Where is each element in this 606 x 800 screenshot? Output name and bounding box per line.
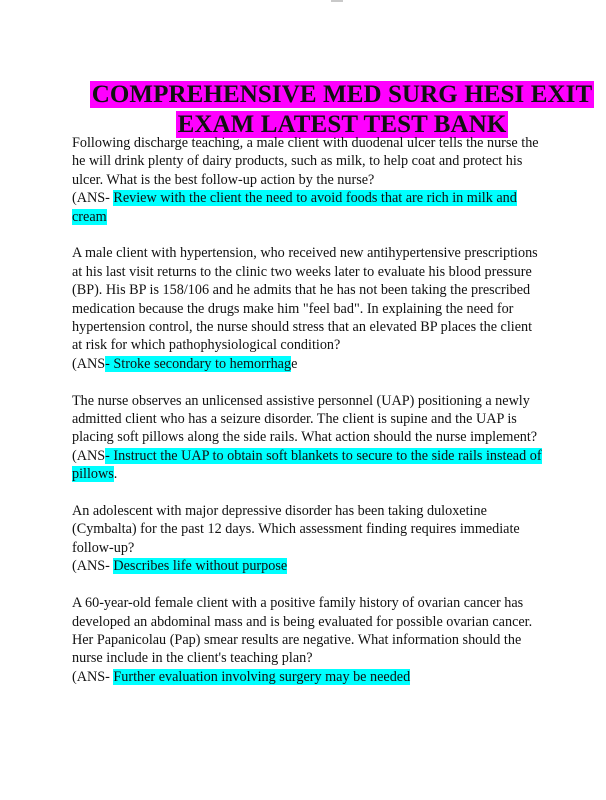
answer-highlight: Describes life without purpose — [113, 558, 288, 575]
answer-highlight: Further evaluation involving surgery may be needed — [113, 668, 411, 685]
question-item-5 — [72, 594, 542, 686]
question-text: Following discharge teaching, a male client with duodenal ulcer tells the nurse the he will drink plenty of dairy products, such as milk, to help coat and protect his ulcer. What is the best follow-up action by the nurse? — [72, 135, 539, 188]
question-text: A 60-year-old female client with a positive family history of ovarian cancer has developed an abdominal mass and is being evaluated for possible ovarian cancer. Her Papanicolau (Pap) smear results are negative. What information should the nurse include in the client's teaching plan? — [72, 595, 533, 667]
question-item-1 — [72, 134, 542, 226]
answer-highlight: - Instruct the UAP to obtain soft blankets to secure to the side rails instead of pillows — [72, 447, 542, 483]
answer-line — [72, 447, 542, 484]
question-item-4 — [72, 502, 542, 576]
answer-prefix: (ANS- — [72, 668, 114, 685]
answer-line — [72, 189, 542, 226]
answer-prefix: (ANS- — [72, 558, 114, 575]
question-item-2 — [72, 244, 542, 373]
answer-suffix: e — [291, 355, 298, 372]
answer-prefix: (ANS — [72, 355, 106, 372]
answer-line — [72, 557, 542, 575]
answer-line — [72, 668, 542, 686]
answer-suffix: . — [113, 466, 118, 483]
document-title — [82, 80, 602, 140]
page-top-mark — [331, 0, 343, 2]
answer-line — [72, 355, 542, 373]
question-text: An adolescent with major depressive disorder has been taking duloxetine (Cymbalta) for the past 12 days. Which assessment finding requires immediate follow-up? — [72, 503, 520, 556]
question-text: A male client with hypertension, who received new antihypertensive prescriptions at his last visit returns to the clinic two weeks later to evaluate his blood pressure (BP). His BP is 158/106 and he admits that he has not been taking the prescribed medication because the drugs make him "feel bad". In explaining the need for hypertension control, the nurse should stress that an elevated BP places the client at risk for which pathophysiological condition? — [72, 245, 538, 354]
question-text: The nurse observes an unlicensed assistive personnel (UAP) positioning a newly admitted client who has a seizure disorder. The client is supine and the UAP is placing soft pillows along the side rails. What action should the nurse implement? — [72, 392, 538, 446]
answer-highlight: - Stroke secondary to hemorrhag — [105, 355, 292, 372]
question-list — [72, 134, 542, 705]
question-item-3 — [72, 392, 542, 484]
answer-prefix: (ANS- — [72, 190, 114, 207]
document-title-text: COMPREHENSIVE MED SURG HESI EXIT EXAM LATEST TEST BANK — [91, 80, 593, 138]
answer-prefix: (ANS — [72, 447, 106, 464]
answer-highlight: Review with the client the need to avoid foods that are rich in milk and cream — [72, 190, 517, 225]
